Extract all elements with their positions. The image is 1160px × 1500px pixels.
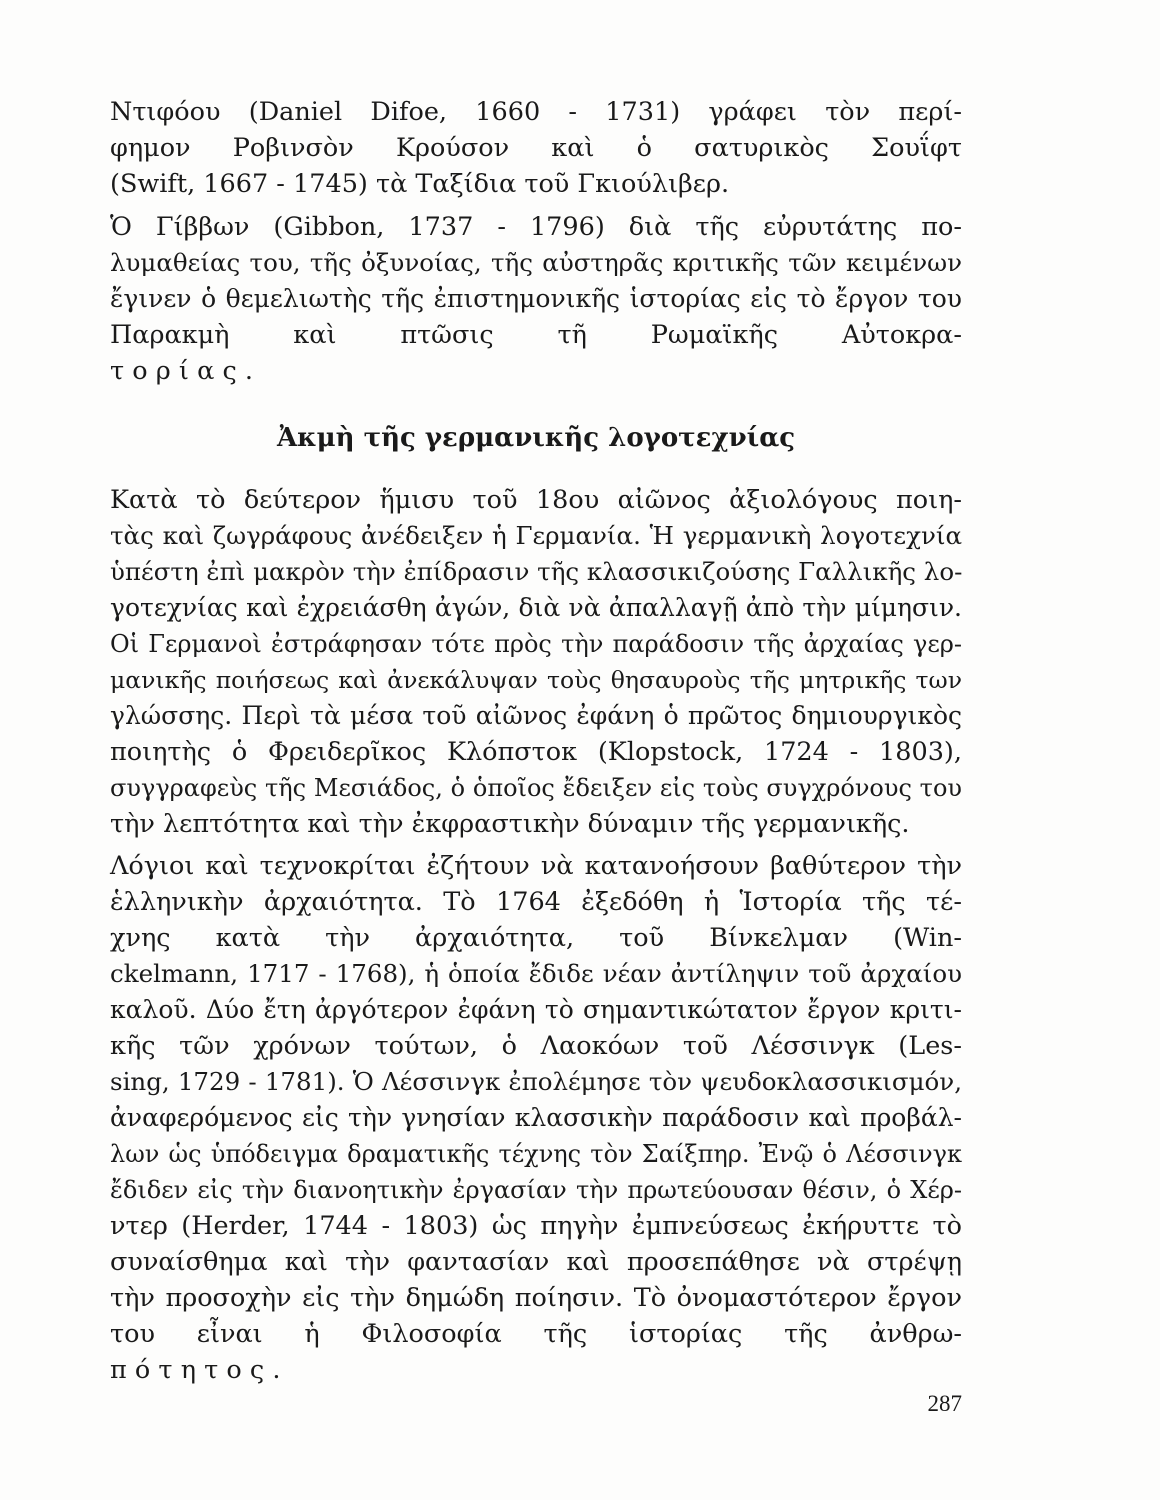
text-line: χνης κατὰ τὴν ἀρχαιότητα, τοῦ Βίνκελμαν (Win- bbox=[110, 923, 962, 953]
text-line: του εἶναι ἡ Φιλοσοφία τῆς ἱστορίας τῆς ἀνθρω- bbox=[110, 1319, 962, 1349]
text-line: ὑπέστη ἐπὶ μακρὸν τὴν ἐπίδρασιν τῆς κλασσικιζούσης Γαλλικῆς λο- bbox=[110, 557, 963, 586]
text-line: γλώσσης. Περὶ τὰ μέσα τοῦ αἰῶνος ἐφάνη ὁ πρῶτος δημιουργικὸς bbox=[110, 701, 962, 730]
text-line: κῆς τῶν χρόνων τούτων, ὁ Λαοκόων τοῦ Λέσσινγκ (Les- bbox=[110, 1031, 962, 1061]
text-line: φημον Ροβινσὸν Κρούσον καὶ ὁ σατυρικὸς Σουΐφτ bbox=[110, 133, 962, 163]
text-line: τὰς καὶ ζωγράφους ἀνέδειξεν ἡ Γερμανία. Ἡ γερμανικὴ λογοτεχνία bbox=[110, 521, 962, 550]
text-line: Οἱ Γερμανοὶ ἐστράφησαν τότε πρὸς τὴν παράδοσιν τῆς ἀρχαίας γερ- bbox=[110, 630, 962, 658]
text-line: τὴν προσοχὴν εἰς τὴν δημώδη ποίησιν. Τὸ ὀνομαστότερον ἔργον bbox=[110, 1283, 962, 1313]
text-line: μανικῆς ποιήσεως καὶ ἀνεκάλυψαν τοὺς θησαυροὺς τῆς μητρικῆς των bbox=[110, 666, 962, 694]
text-line: Κατὰ τὸ δεύτερον ἥμισυ τοῦ 18ου αἰῶνος ἀξιολόγους ποιη- bbox=[110, 485, 962, 515]
text-line: συγγραφεὺς τῆς Μεσιάδος, ὁ ὁποῖος ἔδειξεν εἰς τοὺς συγχρόνους του bbox=[110, 774, 962, 802]
text-line: Ὁ Γίββων (Gibbon, 1737 - 1796) διὰ τῆς εὐρυτάτης πο- bbox=[110, 212, 962, 242]
text-line: Λόγιοι καὶ τεχνοκρίται ἐζήτουν νὰ κατανοήσουν βαθύτερον τὴν bbox=[110, 851, 962, 881]
text-line: ἔδιδεν εἰς τὴν διανοητικὴν ἐργασίαν τὴν πρωτεύουσαν θέσιν, ὁ Χέρ- bbox=[110, 1176, 962, 1204]
section-heading: Ἀκμὴ τῆς γερμανικῆς λογοτεχνίας bbox=[276, 423, 796, 453]
page-number: 287 bbox=[927, 1391, 962, 1416]
text-line: λων ὡς ὑπόδειγμα δραματικῆς τέχνης τὸν Σαίξπηρ. Ἐνῷ ὁ Λέσσινγκ bbox=[110, 1140, 962, 1168]
text-line: Παρακμὴ καὶ πτῶσις τῆ Ρωμαϊκῆς Αὐτοκρα- bbox=[110, 320, 962, 350]
text-line: συναίσθημα καὶ τὴν φαντασίαν καὶ προσεπάθησε νὰ στρέψῃ bbox=[110, 1247, 962, 1277]
text-line: ἀναφερόμενος εἰς τὴν γνησίαν κλασσικὴν παράδοσιν καὶ προβάλ- bbox=[110, 1103, 962, 1132]
text-line: τορίας. bbox=[110, 356, 262, 386]
text-line: ἔγινεν ὁ θεμελιωτὴς τῆς ἐπιστημονικῆς ἱστορίας εἰς τὸ ἔργον του bbox=[110, 284, 962, 313]
text-line: γοτεχνίας καὶ ἐχρειάσθη ἀγών, διὰ νὰ ἀπαλλαγῇ ἀπὸ τὴν μίμησιν. bbox=[110, 593, 962, 622]
text-line: ckelmann, 1717 - 1768), ἡ ὁποία ἔδιδε νέαν ἀντίληψιν τοῦ ἀρχαίου bbox=[110, 959, 962, 988]
text-line: λυμαθείας του, τῆς ὀξυνοίας, τῆς αὐστηρᾶς κριτικῆς τῶν κειμένων bbox=[110, 248, 962, 277]
text-line: ντερ (Herder, 1744 - 1803) ὡς πηγὴν ἐμπνεύσεως ἐκήρυττε τὸ bbox=[110, 1211, 962, 1241]
text-line: ἑλληνικὴν ἀρχαιότητα. Τὸ 1764 ἐξεδόθη ἡ Ἱστορία τῆς τέ- bbox=[110, 887, 962, 917]
text-line: Ντιφόου (Daniel Difoe, 1660 - 1731) γράφει τὸν περί- bbox=[110, 97, 962, 127]
text-line: sing, 1729 - 1781). Ὁ Λέσσινγκ ἐπολέμησε τὸν ψευδοκλασσικισμόν, bbox=[110, 1067, 962, 1096]
text-line: ποιητὴς ὁ Φρειδερῖκος Κλόπστοκ (Klopstock, 1724 - 1803), bbox=[110, 737, 962, 767]
text-line: τὴν λεπτότητα καὶ τὴν ἐκφραστικὴν δύναμιν τῆς γερμανικῆς. bbox=[110, 809, 910, 839]
text-line: καλοῦ. Δύο ἔτη ἀργότερον ἐφάνη τὸ σημαντικώτατον ἔργον κριτι- bbox=[110, 995, 962, 1024]
text-line: πότητος. bbox=[110, 1355, 289, 1385]
text-line: (Swift, 1667 - 1745) τὰ Ταξίδια τοῦ Γκιούλιβερ. bbox=[110, 169, 730, 199]
